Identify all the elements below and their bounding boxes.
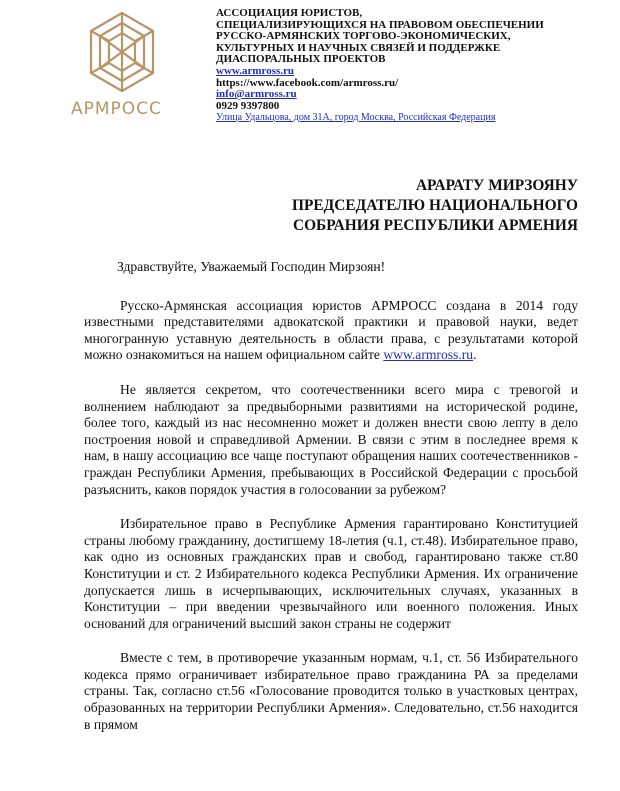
paragraph-4: Вместе с тем, в противоречие указанным нормам, ч.1, ст. 56 Избирательного кодекса прямо ограничивает избирательное право гражданина РА за пределами страны. Так, согласно ст.56 «Голосование проводится только в участковых центрах, образованных на территории Республики Армения». Следовательно, ст.56 находится в прямом (84, 650, 578, 732)
paragraph-3: Избирательное право в Республике Армения гарантировано Конституцией страны любому гражданину, достигшему 18-летия (ч.1, ст.48). Избирательное право, как одно из основных гражданских прав и свобод, гарантировано также ст.80 Конституции и ст. 2 Избирательного кодекса Республики Армения. Их ограничение допускается лишь в исчерпывающих, исключительных случаях, указанных в Конституции – при введении чрезвычайного или военного положения. Иных оснований для ограничений высший закон страны не содержит (84, 516, 578, 631)
letter-body (84, 259, 578, 751)
addressee-position: ПРЕДСЕДАТЕЛЮ НАЦИОНАЛЬНОГО (292, 197, 578, 214)
paragraph-1-text: Русско-Армянская ассоциация юристов АРМРОСС создана в 2014 году известными представителями адвокатской практики и правовой науки, ведет многогранную уставную деятельность в области права, с результатами которой можно ознакомиться на нашем официальном сайте (84, 297, 578, 363)
website-link[interactable]: www.armross.ru (216, 64, 295, 77)
paragraph-2: Не является секретом, что соотечественники всего мира с тревогой и волнением наблюдают за предвыборными развитиями на исторической родине, более того, каждый из нас несомненно может и должен внести свою лепту в дело построения новой и справедливой Армении. В связи с этим в последнее время к нам, в нашу ассоциацию все чаще поступают обращения наших соотечественников - граждан Республики Армения, пребывающих в Российской Федерации с просьбой разъяснить, каков порядок участия в голосовании за рубежом? (84, 381, 578, 497)
brand-name: АРМРОСС (71, 99, 162, 119)
organization-header (216, 8, 596, 124)
greeting: Здравствуйте, Уважаемый Господин Мирзоян! (117, 259, 386, 274)
armross-logo-icon (86, 10, 158, 96)
organization-title: АССОЦИАЦИЯ ЮРИСТОВ, СПЕЦИАЛИЗИРУЮЩИХСЯ НА ПРАВОВОМ ОБЕСПЕЧЕНИИ РУССКО-АРМЯНСКИХ ТОРГОВО-ЭКОНОМИЧЕСКИХ, КУЛЬТУРНЫХ И НАУЧНЫХ СВЯЗЕЙ И ПОДДЕРЖКЕ ДИАСПОРАЛЬНЫХ ПРОЕКТОВ (216, 7, 544, 66)
paragraph-1 (84, 298, 578, 364)
paragraph-1-end: . (473, 347, 477, 363)
website-inline-link[interactable]: www.armross.ru (383, 347, 474, 363)
facebook-link[interactable]: https://www.facebook.com/armross.ru/ (216, 76, 399, 89)
address-link[interactable]: Улица Удальцова, дом 31А, город Москва, Российская Федерация (216, 112, 496, 124)
addressee-name: АРАРАТУ МИРЗОЯНУ (415, 177, 578, 194)
email-link[interactable]: info@armross.ru (216, 88, 297, 101)
addressee-block (218, 176, 578, 236)
phone-number: 0929 9397800 (216, 99, 280, 112)
addressee-institution: СОБРАНИЯ РЕСПУБЛИКИ АРМЕНИЯ (292, 217, 578, 234)
